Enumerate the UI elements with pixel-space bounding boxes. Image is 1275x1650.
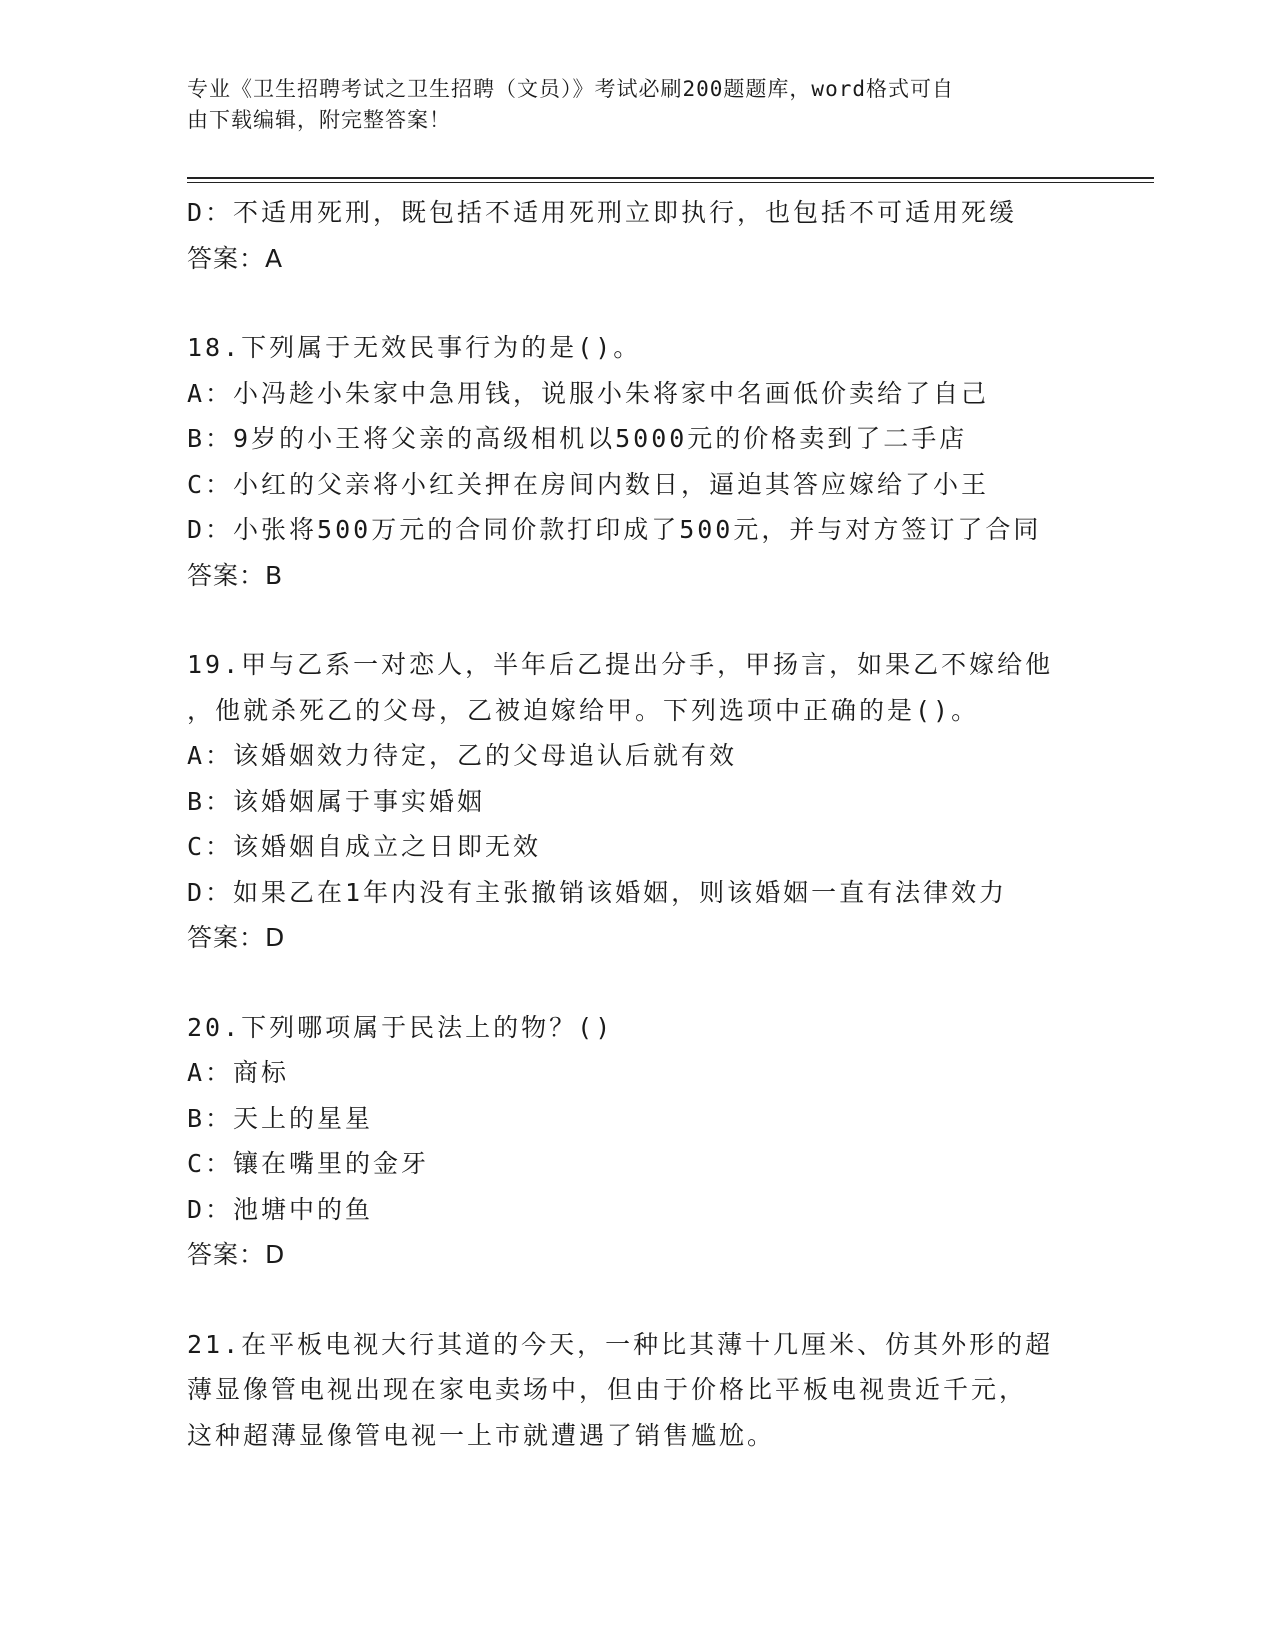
option-d: D：如果乙在1年内没有主张撤销该婚姻，则该婚姻一直有法律效力	[187, 877, 1008, 907]
option-b: B：9岁的小王将父亲的高级相机以5000元的价格卖到了二手店	[187, 424, 968, 453]
spacer	[187, 281, 1087, 325]
option-d: D：小张将500万元的合同价款打印成了500元，并与对方签订了合同	[187, 515, 1042, 544]
option-c: C：小红的父亲将小红关押在房间内数日，逼迫其答应嫁给了小王	[187, 469, 990, 499]
spacer	[187, 598, 1087, 642]
header-line-1: 专业《卫生招聘考试之卫生招聘（文员）》考试必刷200题题库，word格式可自	[187, 77, 954, 101]
option-c: C：该婚姻自成立之日即无效	[187, 832, 542, 861]
question-stem: 21.在平板电视大行其道的今天，一种比其薄十几厘米、仿其外形的超	[187, 1329, 1054, 1359]
option-b: B：天上的星星	[187, 1103, 374, 1133]
question-stem: 18.下列属于无效民事行为的是()。	[187, 333, 642, 362]
answer-line: 答案：D	[187, 923, 286, 952]
answer-line: 答案：A	[187, 243, 284, 273]
spacer	[187, 961, 1087, 1005]
header-divider-thick	[187, 177, 1154, 179]
option-c: C：镶在嘴里的金牙	[187, 1149, 430, 1178]
option-a: A：小冯趁小朱家中急用钱，说服小朱将家中名画低价卖给了自己	[187, 378, 990, 408]
option-d: D：池塘中的鱼	[187, 1194, 374, 1224]
question-stem: 19.甲与乙系一对恋人，半年后乙提出分手，甲扬言，如果乙不嫁给他	[187, 650, 1054, 679]
header-divider-thin	[187, 182, 1154, 183]
question-stem: 20.下列哪项属于民法上的物？()	[187, 1012, 614, 1042]
question-19	[187, 642, 1087, 961]
question-18	[187, 325, 1087, 598]
header-line-2: 由下载编辑，附完整答案！	[187, 108, 451, 132]
option-a: A：商标	[187, 1058, 290, 1087]
question-21	[187, 1322, 1087, 1459]
option-a: A：该婚姻效力待定，乙的父母追认后就有效	[187, 741, 738, 770]
question-stem-continued: 薄显像管电视出现在家电卖场中，但由于价格比平板电视贵近千元，	[187, 1375, 1028, 1404]
document-header	[187, 74, 1067, 136]
question-stem-continued: ，他就杀死乙的父母，乙被迫嫁给甲。下列选项中正确的是()。	[187, 695, 980, 725]
option-b: B：该婚姻属于事实婚姻	[187, 786, 486, 816]
answer-line: 答案：B	[187, 560, 284, 590]
answer-line: 答案：D	[187, 1240, 286, 1269]
option-d: D：不适用死刑，既包括不适用死刑立即执行，也包括不可适用死缓	[187, 198, 1018, 227]
spacer	[187, 1278, 1087, 1322]
question-stem-continued: 这种超薄显像管电视一上市就遭遇了销售尴尬。	[187, 1420, 776, 1450]
previous-question-tail	[187, 190, 1087, 281]
question-content	[187, 190, 1087, 1458]
question-20	[187, 1005, 1087, 1278]
